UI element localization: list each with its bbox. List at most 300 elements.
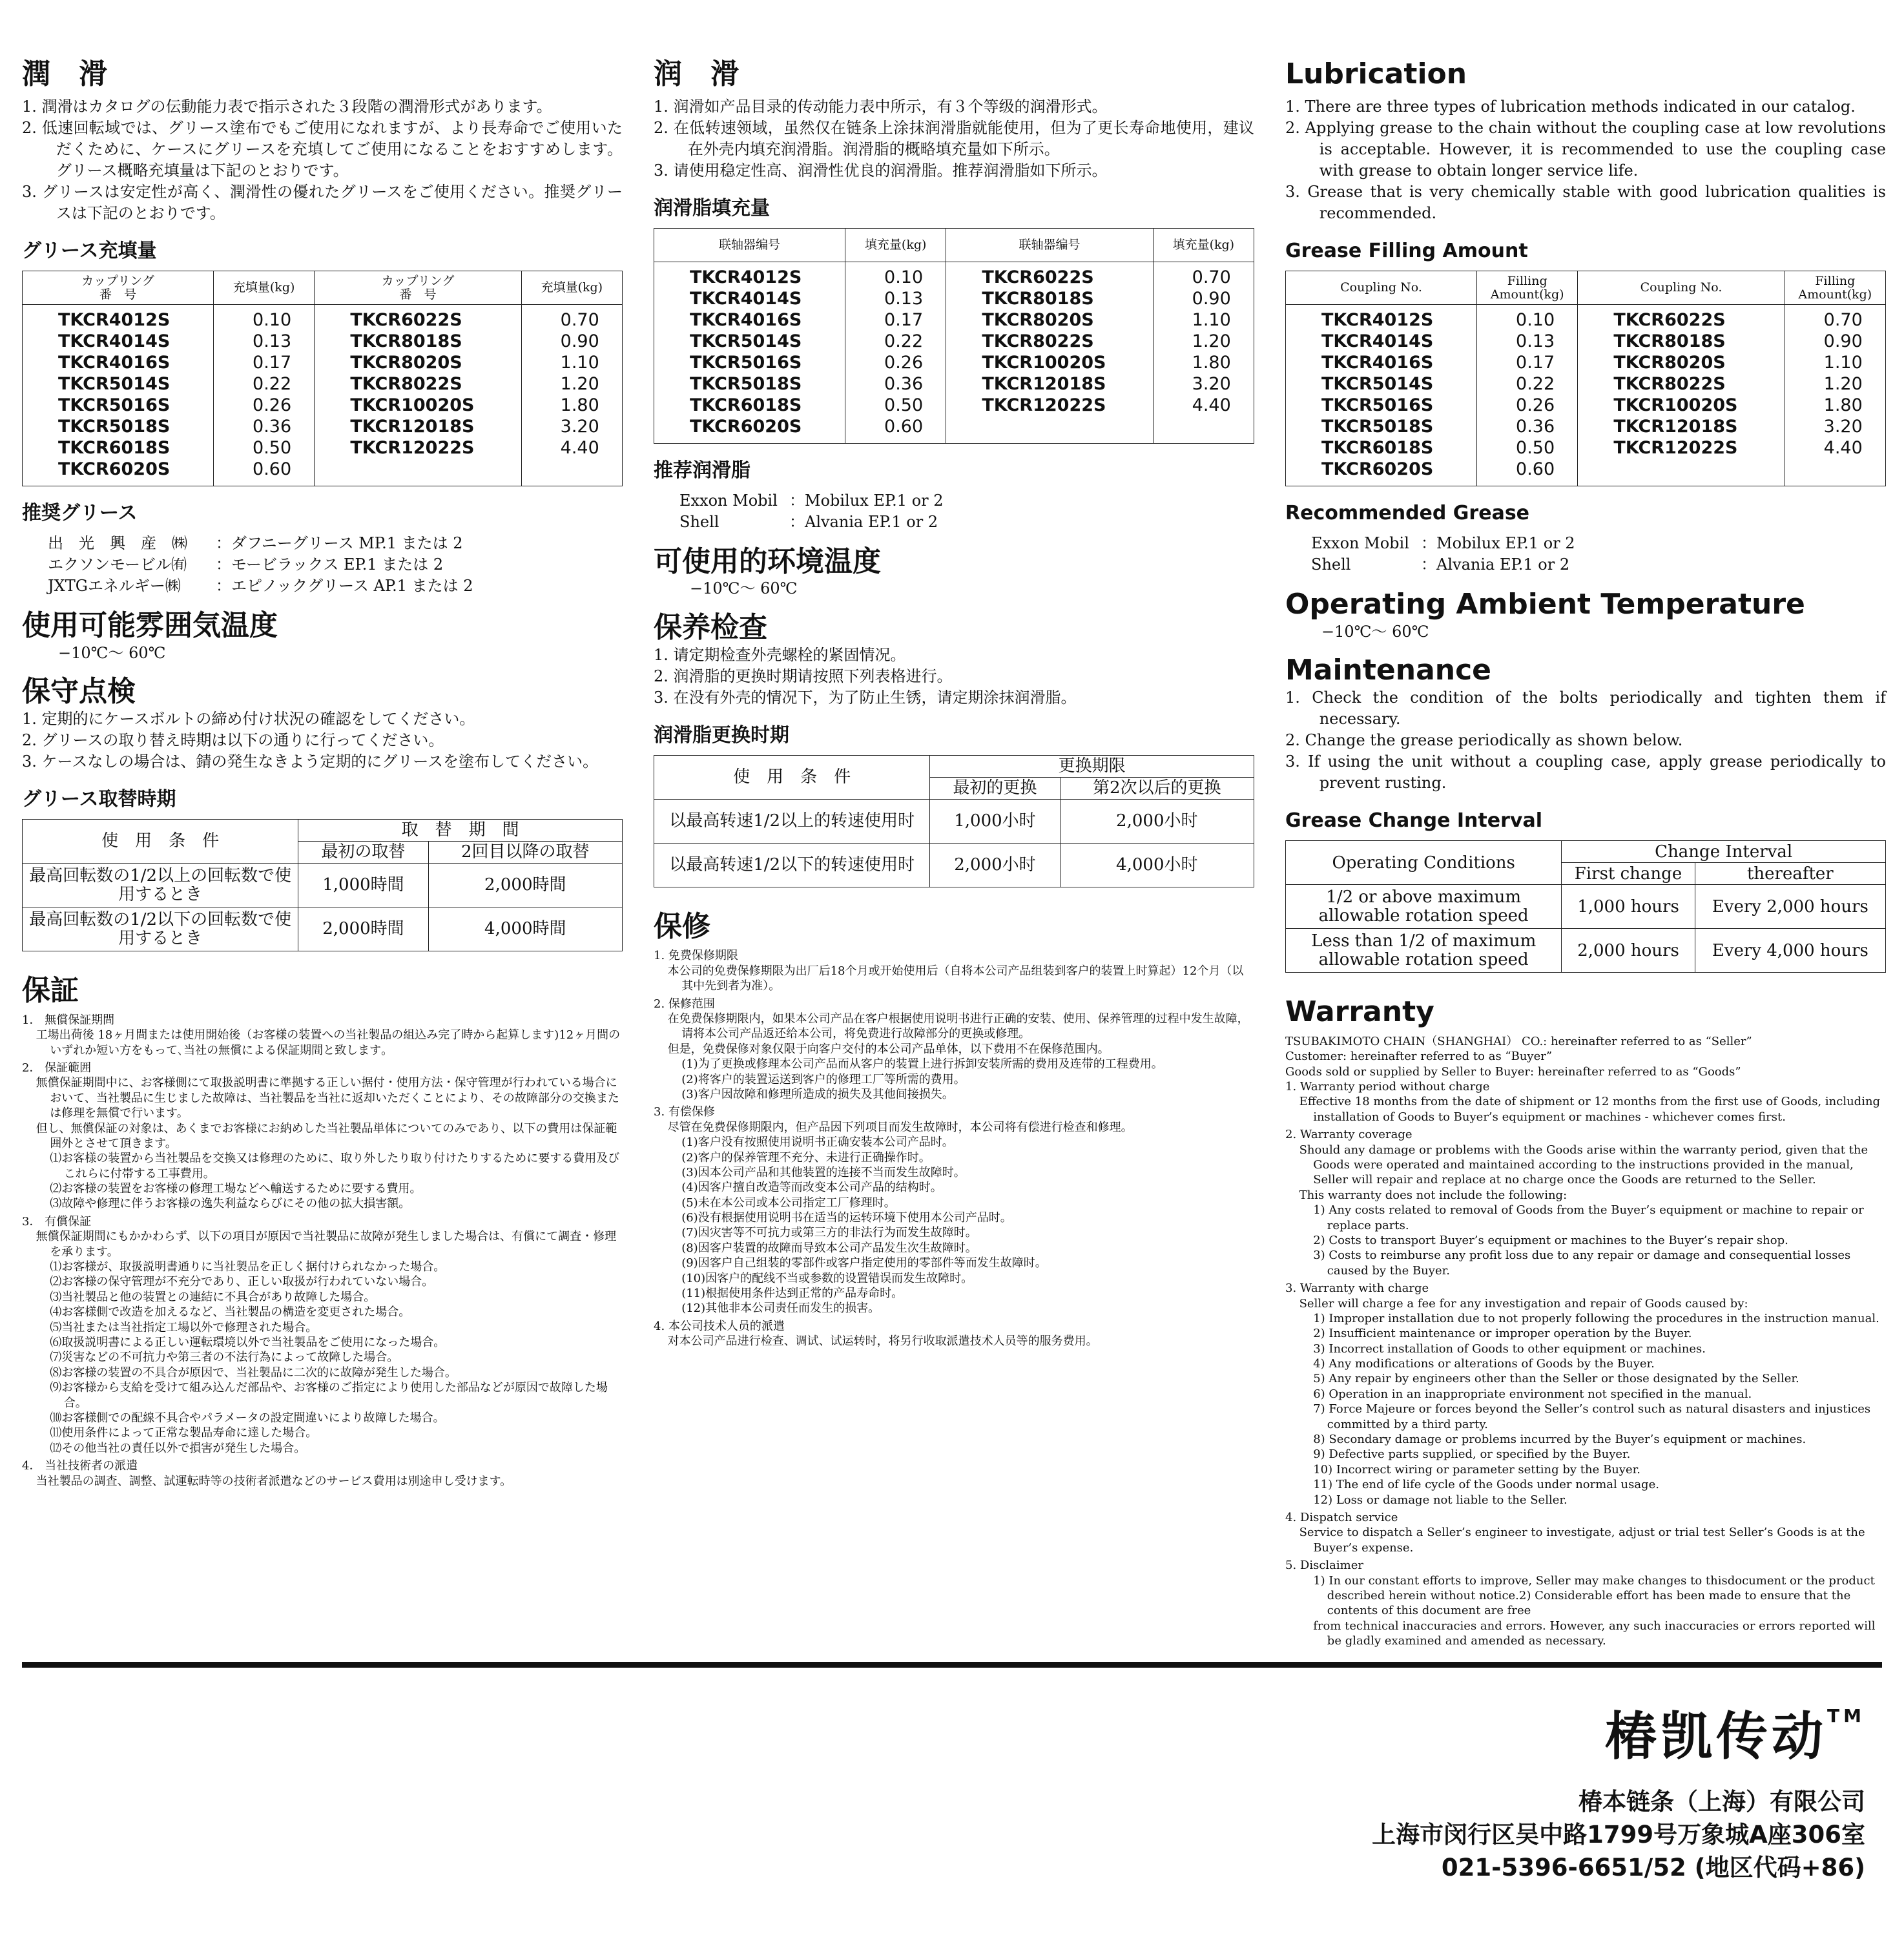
table-column-cell	[1785, 305, 1885, 486]
later-interval-cell: 4,000小时	[1060, 843, 1254, 887]
table-value: 0.10	[1516, 310, 1555, 331]
warranty-intro-line: Customer: hereinafter referred to as “Buyer”	[1285, 1050, 1553, 1064]
table-value: TKCR4016S	[1321, 353, 1434, 373]
table-value: 1.20	[560, 374, 599, 395]
period-header: 更换期限	[930, 755, 1254, 777]
grease-brand: エクソンモービル㈲	[48, 555, 187, 574]
warranty-subitem: ⑴お客様が、取扱説明書通りに当社製品を正しく据付けられなかった場合。	[50, 1260, 446, 1274]
maintenance-item: 3. ケースなしの場合は、錆の発生なきよう定期的にグリースを塗布してください。	[22, 752, 599, 771]
warranty-subitem: 8) Secondary damage or problems incurred by the Buyer’s equipment or machines.	[1313, 1433, 1806, 1447]
later-interval-cell: 4,000時間	[428, 907, 622, 951]
grease-brand: 出 光 興 産 ㈱	[48, 534, 187, 552]
table-header-cell: 充填量(kg)	[521, 271, 622, 305]
filling-amount-title: 润滑脂填充量	[654, 197, 770, 220]
table-value: 0.13	[1516, 331, 1555, 352]
warranty-section	[654, 1319, 1254, 1349]
warranty-subitem: (3)因本公司产品和其他装置的连接不当而发生故障时。	[681, 1165, 966, 1179]
warranty-subitem: (4)因客户擅自改造等而改变本公司产品的结构时。	[681, 1181, 942, 1195]
table-column-cell	[214, 305, 315, 486]
warranty-subitem: (2)将客户的装置运送到客户的修理工厂等所需的费用。	[681, 1072, 966, 1086]
table-value: 1.10	[1192, 309, 1231, 330]
table-value: TKCR5018S	[690, 373, 802, 394]
maintenance-item: 2. 润滑脂的更换时期请按照下列表格进行。	[654, 667, 953, 685]
table-value: 0.50	[884, 395, 924, 415]
warranty-subitem: 9) Defective parts supplied, or specified by the Buyer.	[1313, 1447, 1631, 1462]
warranty-subitem: (1)客户没有按照使用说明书正确安装本公司产品时。	[681, 1135, 954, 1150]
warranty-paragraph: Seller will charge a fee for any investigation and repair of Goods caused by:	[1299, 1296, 1748, 1311]
table-value: TKCR5014S	[690, 331, 802, 351]
table-value: TKCR10020S	[350, 395, 475, 415]
period-header: 取 替 期 間	[298, 820, 623, 842]
table-column-cell	[946, 262, 1153, 444]
table-value: TKCR4014S	[58, 331, 171, 352]
grease-name: ：Mobilux EP.1 or 2	[1421, 534, 1575, 552]
warranty-paragraph: Service to dispatch a Seller’s engineer to investigate, adjust or trial test Seller’s Goods is at the Buyer’s expense.	[1299, 1526, 1865, 1555]
table-value: TKCR5016S	[58, 395, 171, 415]
table-value: 0.60	[1516, 459, 1555, 479]
table-value: TKCR8022S	[350, 374, 462, 395]
table-header-cell: 填充量(kg)	[1153, 229, 1254, 262]
lubrication-item: 3. 请使用稳定性高、润滑性优良的润滑脂。推荐润滑脂如下所示。	[654, 161, 1108, 180]
warranty-subitem: 2) Costs to transport Buyer’s equipment or machines to the Buyer’s repair shop.	[1313, 1233, 1788, 1247]
filling-amount-table	[1285, 271, 1886, 486]
warranty-paragraph: 本公司的免费保修期限为出厂后18个月或开始使用后（自将本公司产品组装到客户的装置上时算起）12个月（以其中先到者为准）。	[667, 964, 1244, 993]
lubrication-item: 2. 低速回転域では、グリース塗布でもご使用になれますが、より長寿命でご使用いただくために、ケースにグリースを充填してご使用になることをおすすめします。グリース概略充填量は下記のとおりです。	[22, 118, 623, 180]
warranty-heading: 4. 本公司技术人员的派遣	[654, 1319, 785, 1333]
temperature-title: 可使用的环境温度	[654, 544, 881, 578]
recommended-grease-title: Recommended Grease	[1285, 501, 1530, 524]
table-column-cell	[1153, 262, 1254, 444]
table-value: TKCR4016S	[690, 309, 802, 330]
table-header-cell: 充填量(kg)	[214, 271, 315, 305]
table-value: 0.60	[884, 416, 924, 437]
grease-brand: Exxon Mobil	[1311, 534, 1409, 552]
table-header-cell: 联轴器编号	[654, 229, 845, 262]
table-header-cell: 填充量(kg)	[845, 229, 946, 262]
first-change-header: 最初の取替	[298, 842, 428, 864]
warranty-text	[22, 1013, 623, 1489]
table-value: 0.36	[1516, 416, 1555, 437]
warranty-subitem: (11)根据使用条件达到正常的产品寿命时。	[681, 1287, 904, 1301]
table-value: TKCR5014S	[58, 374, 171, 395]
first-change-header: First change	[1562, 863, 1695, 885]
warranty-subitem: 6) Operation in an inappropriate environment not specified in the manual.	[1313, 1387, 1752, 1401]
warranty-paragraph: 無償保証期間中に、お客様側にて取扱説明書に準拠する正しい据付・使用方法・保守管理が行われている場合において、当社製品に生じました故障は、当社製品を当社に返却いただくことにより、その故障部分の交換または修理を無償で行います。	[36, 1076, 619, 1121]
later-interval-cell: 2,000時間	[428, 864, 622, 907]
maintenance-item: 2. グリースの取り替え時期は以下の通りに行ってください。	[22, 730, 444, 749]
warranty-heading: 4. Dispatch service	[1285, 1511, 1398, 1524]
condition-cell: 最高回転数の1/2以上の回転数で使用するとき	[23, 864, 298, 907]
table-column-cell	[23, 305, 214, 486]
grease-row	[48, 533, 623, 554]
warranty-subitem: ⑵お客様の装置をお客様の修理工場などへ輸送するために要する費用。	[50, 1182, 422, 1196]
warranty-section	[22, 1013, 623, 1058]
grease-brand: Exxon Mobil	[679, 491, 778, 510]
maintenance-item: 1. 定期的にケースボルトの締め付け状況の確認をしてください。	[22, 709, 475, 728]
table-value: 1.10	[1823, 353, 1863, 373]
warranty-subitem: 1) Any costs related to removal of Goods from the Buyer’s equipment or machine to repair or replace parts.	[1313, 1203, 1864, 1232]
table-value: TKCR6018S	[1321, 437, 1434, 458]
lubrication-item: 3. Grease that is very chemically stable with good lubrication qualities is recommended.	[1285, 183, 1886, 223]
warranty-subitem: ⑻お客様の装置の不具合が原因で、当社製品に二次的に故障が発生した場合。	[50, 1365, 457, 1380]
table-value: TKCR4016S	[58, 353, 171, 373]
condition-cell: 以最高转速1/2以上的转速使用时	[654, 799, 930, 843]
table-value: 0.70	[1192, 267, 1231, 288]
condition-cell: 最高回転数の1/2以下の回転数で使用するとき	[23, 907, 298, 951]
table-value: 4.40	[1192, 395, 1231, 415]
warranty-subitem: (2)客户的保养管理不充分、未进行正确操作时。	[681, 1150, 931, 1165]
conditions-header: Operating Conditions	[1286, 841, 1562, 885]
warranty-intro-line: TSUBAKIMOTO CHAIN（SHANGHAI） CO.: hereinafter referred to as “Seller”	[1285, 1034, 1752, 1048]
warranty-subitem: (9)因客户自己组装的零部件或客户指定使用的零部件等而发生故障时。	[681, 1256, 1047, 1270]
warranty-section	[22, 1061, 623, 1212]
conditions-header: 使 用 条 件	[654, 755, 930, 799]
grease-name: ：Alvania EP.1 or 2	[1421, 555, 1570, 574]
table-header-cell: Coupling No.	[1286, 271, 1477, 305]
brand-block	[1372, 1705, 1865, 1884]
warranty-subitem: ⑴お客様の装置から当社製品を交換又は修理のために、取り外したり取り付けたりするために要する費用及びこれらに付帯する工事費用。	[50, 1152, 620, 1181]
warranty-subitem: ⑺災害などの不可抗力や第三者の不法行為によって故障した場合。	[50, 1351, 399, 1365]
change-interval-title: Grease Change Interval	[1285, 809, 1542, 833]
table-value: 0.22	[1516, 374, 1555, 395]
warranty-text	[654, 948, 1254, 1349]
table-value: TKCR8022S	[982, 331, 1094, 351]
later-interval-cell: Every 4,000 hours	[1695, 929, 1885, 973]
first-interval-cell: 1,000時間	[298, 864, 428, 907]
warranty-heading: 2． 保証範囲	[22, 1061, 92, 1075]
warranty-heading: 1. 免费保修期限	[654, 949, 738, 963]
warranty-paragraph: 当社製品の調査、調整、試運転時等の技術者派遣などのサービス費用は別途申し受けます。	[36, 1474, 512, 1488]
warranty-heading: 3. 有偿保修	[654, 1105, 715, 1119]
lubrication-item: 2. Applying grease to the chain without the coupling case at low revolutions is acceptable. However, it is recommended to use the coupling case with grease to obtain longer service life.	[1285, 118, 1886, 180]
lubrication-list	[1285, 96, 1886, 225]
condition-cell: Less than 1/2 of maximum allowable rotation speed	[1286, 929, 1562, 973]
table-header-cell: カップリング 番 号	[315, 271, 521, 305]
table-value: 0.36	[253, 416, 292, 437]
table-value: 0.26	[253, 395, 292, 415]
recommended-grease-list	[22, 533, 623, 597]
japanese-column	[22, 58, 623, 1491]
warranty-subitem: (3)客户因故障和修理所造成的损失及其他间接损失。	[681, 1087, 954, 1101]
table-value: TKCR5018S	[1321, 416, 1434, 437]
warranty-section	[654, 1104, 1254, 1316]
lubrication-title: 润 滑	[654, 57, 739, 90]
table-value: 0.26	[1516, 395, 1555, 415]
warranty-text	[1285, 1034, 1886, 1649]
table-value: TKCR8022S	[1613, 374, 1726, 395]
table-column-cell	[1477, 305, 1578, 486]
table-value: 4.40	[560, 437, 599, 458]
first-interval-cell: 1,000 hours	[1562, 885, 1695, 929]
lubrication-list	[22, 96, 623, 225]
lubrication-item: 2. 在低转速领域，虽然仅在链条上涂抹润滑脂就能使用，但为了更长寿命地使用，建议在外壳内填充润滑脂。润滑脂的概略填充量如下所示。	[654, 118, 1254, 158]
lubrication-item: 3. グリースは安定性が高く、潤滑性の優れたグリースをご使用ください。推奨グリースは下記のとおりです。	[22, 183, 623, 223]
change-interval-table	[654, 755, 1254, 887]
warranty-section	[654, 997, 1254, 1103]
warranty-heading: 2. Warranty coverage	[1285, 1128, 1412, 1142]
condition-cell: 以最高转速1/2以下的转速使用时	[654, 843, 930, 887]
maintenance-list	[1285, 687, 1886, 794]
warranty-section	[1285, 1558, 1886, 1648]
warranty-heading: 1. Warranty period without charge	[1285, 1080, 1490, 1094]
warranty-subitem: 1) Improper installation due to not properly following the procedures in the instruction manual.	[1313, 1311, 1879, 1325]
warranty-subitem: 2) Insufficient maintenance or improper operation by the Buyer.	[1313, 1327, 1692, 1341]
warranty-subitem: ⑽お客様側での配線不具合やパラメータの設定間違いにより故障した場合。	[50, 1411, 445, 1425]
thereafter-header: 2回目以降の取替	[428, 842, 622, 864]
thereafter-header: thereafter	[1695, 863, 1885, 885]
filling-amount-table	[654, 228, 1254, 444]
warranty-subitem: (5)未在本公司或本公司指定工厂修理时。	[681, 1196, 896, 1210]
first-interval-cell: 2,000小时	[930, 843, 1060, 887]
grease-name: ：Alvania EP.1 or 2	[789, 512, 938, 531]
table-value: 0.17	[884, 309, 924, 330]
company-address: 上海市闵行区吴中路1799号万象城A座306室	[1372, 1821, 1865, 1849]
lubrication-item: 1. 润滑如产品目录的传动能力表中所示，有３个等级的润滑形式。	[654, 97, 1108, 116]
table-value: 3.20	[1823, 416, 1863, 437]
table-value: 1.80	[1823, 395, 1863, 415]
warranty-subitem: 4) Any modifications or alterations of Goods by the Buyer.	[1313, 1357, 1655, 1371]
filling-amount-title: グリース充填量	[22, 240, 157, 263]
table-value: TKCR12018S	[982, 373, 1106, 394]
table-value: 0.50	[253, 437, 292, 458]
table-value: TKCR5014S	[1321, 374, 1434, 395]
warranty-subitem: (6)没有根据使用说明书在适当的运转环境下使用本公司产品时。	[681, 1211, 1012, 1225]
grease-row	[48, 575, 623, 597]
table-column-cell	[1578, 305, 1785, 486]
table-column-cell	[521, 305, 622, 486]
table-value: 0.50	[1516, 437, 1555, 458]
warranty-paragraph: 但し、無償保証の対象は、あくまでお客様にお納めした当社製品単体についてのみであり、以下の費用は保証範囲外とさせて頂きます。	[36, 1121, 617, 1150]
warranty-subitem: ⑵お客様の保守管理が不充分であり、正しい取扱が行われていない場合。	[50, 1275, 434, 1289]
table-column-cell	[845, 262, 946, 444]
table-value: TKCR8020S	[1613, 353, 1726, 373]
maintenance-item: 3. 在没有外壳的情况下，为了防止生锈，请定期涂抹润滑脂。	[654, 688, 1077, 707]
table-value: 1.80	[1192, 352, 1231, 373]
company-name: 椿本链条（上海）有限公司	[1578, 1788, 1865, 1816]
warranty-title: 保証	[22, 974, 79, 1008]
table-header-cell: 联轴器编号	[946, 229, 1153, 262]
table-value: 0.60	[253, 459, 292, 479]
grease-name: ：エピノックグリース AP.1 または 2	[216, 576, 473, 595]
warranty-subitem: 3) Costs to reimburse any profit loss due to any repair or damage and consequential losses caused by the Buyer.	[1313, 1249, 1851, 1278]
warranty-section	[1285, 1510, 1886, 1555]
table-value: 0.10	[884, 267, 924, 288]
warranty-subitem: (1)为了更换或修理本公司产品而从客户的装置上进行拆卸安装所需的费用及连带的工程费用。	[681, 1057, 1163, 1072]
temperature-range: −10℃～ 60℃	[690, 579, 798, 598]
warranty-heading: 2. 保修范围	[654, 997, 715, 1011]
table-value: TKCR12022S	[982, 395, 1106, 415]
table-value: 0.10	[253, 310, 292, 331]
table-value: 1.20	[1823, 374, 1863, 395]
table-value: 0.36	[884, 373, 924, 394]
grease-brand: Shell	[679, 512, 719, 531]
table-value: 0.17	[253, 353, 292, 373]
first-change-header: 最初的更换	[930, 777, 1060, 799]
table-value: TKCR6020S	[1321, 459, 1434, 479]
warranty-subitem: ⑾使用条件によって正常な製品寿命に達した場合。	[50, 1426, 318, 1440]
table-value: TKCR8018S	[982, 288, 1094, 309]
grease-name: ：Mobilux EP.1 or 2	[789, 491, 944, 510]
warranty-subitem: 10) Incorrect wiring or parameter setting by the Buyer.	[1313, 1462, 1640, 1477]
grease-name: ：ダフニーグリース MP.1 または 2	[216, 534, 463, 552]
table-value: 3.20	[1192, 373, 1231, 394]
table-value: TKCR4012S	[690, 267, 802, 288]
warranty-heading: 3． 有償保証	[22, 1214, 92, 1228]
warranty-section	[654, 948, 1254, 993]
lubrication-item: 1. 潤滑はカタログの伝動能力表で指示された３段階の潤滑形式があります。	[22, 97, 552, 116]
table-value: 3.20	[560, 416, 599, 437]
table-header-cell: Filling Amount(kg)	[1785, 271, 1885, 305]
conditions-header: 使 用 条 件	[23, 820, 298, 864]
table-value: TKCR6022S	[350, 310, 462, 331]
change-interval-table	[1285, 840, 1886, 973]
temperature-title: 使用可能雰囲気温度	[22, 609, 278, 643]
company-phone: 021-5396-6651/52 (地区代码+86)	[1441, 1854, 1865, 1882]
warranty-subitem: ⑷お客様側で改造を加えるなど、当社製品の構造を変更された場合。	[50, 1305, 411, 1320]
filling-amount-table	[22, 271, 623, 486]
table-value: 0.22	[253, 374, 292, 395]
table-value: 0.26	[884, 352, 924, 373]
table-value: TKCR5016S	[1321, 395, 1434, 415]
period-header: Change Interval	[1562, 841, 1886, 863]
table-value: 0.90	[1823, 331, 1863, 352]
table-value: TKCR12018S	[350, 416, 475, 437]
warranty-subitem: 11) The end of life cycle of the Goods under normal usage.	[1313, 1478, 1659, 1492]
table-value: TKCR6018S	[58, 437, 171, 458]
warranty-paragraph: Should any damage or problems with the Goods arise within the warranty period, given that the Goods were operated and maintained according to the instructions provided in the manual, Seller will repair and replace at no charge once the Goods are returned to the Seller.	[1299, 1143, 1868, 1187]
change-interval-table	[22, 819, 623, 951]
table-value: TKCR4014S	[690, 288, 802, 309]
table-value: TKCR12022S	[1613, 437, 1738, 458]
warranty-paragraph: 但是，免费保修对象仅限于向客户交付的本公司产品单体，以下费用不在保修范围内。	[667, 1042, 1110, 1056]
warranty-heading: 5. Disclaimer	[1285, 1559, 1363, 1573]
lubrication-item: 1. There are three types of lubrication methods indicated in our catalog.	[1285, 97, 1856, 116]
grease-brand: JXTGエネルギー㈱	[48, 576, 181, 595]
grease-row	[679, 512, 1254, 533]
warranty-subitem: (7)因灾害等不可抗力或第三方的非法行为而发生故障时。	[681, 1226, 977, 1240]
brand-logo	[1372, 1705, 1865, 1767]
warranty-subitem: ⑸当社または当社指定工場以外で修理された場合。	[50, 1320, 318, 1334]
table-value: TKCR10020S	[1613, 395, 1738, 415]
trademark-mark: TM	[1827, 1705, 1865, 1726]
warranty-subitem: 7) Force Majeure or forces beyond the Seller’s control such as natural disasters and injustices committed by a third party.	[1313, 1402, 1871, 1431]
table-value: TKCR6018S	[690, 395, 802, 415]
table-column-cell	[1286, 305, 1477, 486]
first-interval-cell: 1,000小时	[930, 799, 1060, 843]
brand-logo-text: 椿凯传动	[1605, 1706, 1828, 1767]
warranty-subitem: ⑿その他当社の責任以外で損害が発生した場合。	[50, 1441, 306, 1455]
maintenance-list	[654, 645, 1254, 709]
warranty-paragraph: 对本公司产品进行检查、调试、试运转时，将另行收取派遣技术人员等的服务费用。	[667, 1334, 1098, 1349]
table-value: TKCR8020S	[350, 353, 462, 373]
table-value: TKCR6022S	[1613, 310, 1726, 331]
warranty-section	[1285, 1281, 1886, 1508]
table-value: TKCR4012S	[58, 310, 171, 331]
lubrication-list	[654, 96, 1254, 181]
warranty-subitem: ⑶当社製品と他の装置との連結に不具合があり故障した場合。	[50, 1290, 376, 1304]
later-interval-cell: 2,000小时	[1060, 799, 1254, 843]
recommended-grease-title: 推奨グリース	[22, 501, 138, 524]
first-interval-cell: 2,000 hours	[1562, 929, 1695, 973]
table-value: 0.90	[1192, 288, 1231, 309]
warranty-subitem: from technical inaccuracies and errors. However, any such inaccuracies or errors reported will be gladly examined and amended as necessary.	[1313, 1619, 1876, 1648]
change-interval-title: グリース取替時期	[22, 788, 176, 811]
table-header-cell: Filling Amount(kg)	[1477, 271, 1578, 305]
table-value: 0.70	[1823, 310, 1863, 331]
temperature-range: −10℃～ 60℃	[58, 643, 166, 662]
warranty-paragraph: 尽管在免费保修期限内，但产品因下列项目而发生故障时，本公司将有偿进行检查和修理。	[667, 1120, 1133, 1134]
table-value: 0.13	[253, 331, 292, 352]
table-value: 0.17	[1516, 353, 1555, 373]
warranty-subitem: ⑼お客様から支給を受けて組み込んだ部品や、お客様のご指定により使用した部品などが原因で故障した場合。	[50, 1381, 608, 1410]
table-value: 1.20	[1192, 331, 1231, 351]
warranty-paragraph: 無償保証期間にもかかわらず、以下の項目が原因で当社製品に故障が発生しました場合は、有償にて調査・修理を承ります。	[36, 1230, 617, 1259]
recommended-grease-title: 推荐润滑脂	[654, 459, 750, 482]
table-value: TKCR12018S	[1613, 416, 1738, 437]
warranty-subitem: (10)因客户的配线不当或参数的设置错误而发生故障时。	[681, 1271, 973, 1285]
warranty-subitem: (8)因客户装置的故障而导致本公司产品发生次生故障时。	[681, 1241, 977, 1255]
grease-brand: Shell	[1311, 555, 1351, 574]
temperature-title: Operating Ambient Temperature	[1285, 587, 1805, 621]
table-value: TKCR8020S	[982, 309, 1094, 330]
table-value: TKCR5016S	[690, 352, 802, 373]
table-value: 0.13	[884, 288, 924, 309]
warranty-section	[22, 1214, 623, 1456]
table-value: TKCR6020S	[690, 416, 802, 437]
warranty-subitem: ⑶故障や修理に伴うお客様の逸失利益ならびにその他の拡大損害額。	[50, 1197, 411, 1211]
warranty-heading: 3. Warranty with charge	[1285, 1281, 1429, 1296]
warranty-subitem: (12)其他非本公司责任而发生的损害。	[681, 1301, 880, 1316]
maintenance-item: 1. 请定期检查外壳螺栓的紧固情况。	[654, 645, 906, 664]
table-value: TKCR8018S	[350, 331, 462, 352]
first-interval-cell: 2,000時間	[298, 907, 428, 951]
maintenance-item: 1. Check the condition of the bolts periodically and tighten them if necessary.	[1285, 688, 1886, 728]
warranty-subitem: 12) Loss or damage not liable to the Seller.	[1313, 1493, 1568, 1507]
change-interval-title: 润滑脂更换时期	[654, 723, 789, 747]
warranty-subitem: ⑹取扱説明書による正しい運転環境以外で当社製品をご使用になった場合。	[50, 1335, 446, 1349]
lubrication-title: Lubrication	[1285, 57, 1467, 90]
warranty-intro-line: Goods sold or supplied by Seller to Buyer: hereinafter referred to as “Goods”	[1285, 1064, 1741, 1079]
thereafter-header: 第2次以后的更换	[1060, 777, 1254, 799]
table-header-cell: カップリング 番 号	[23, 271, 214, 305]
maintenance-title: 保守点検	[22, 675, 136, 709]
table-value: 0.70	[560, 310, 599, 331]
maintenance-title: Maintenance	[1285, 654, 1492, 687]
grease-row	[1311, 533, 1886, 554]
grease-name: ：モービラックス EP.1 または 2	[216, 555, 444, 574]
table-value: 1.10	[560, 353, 599, 373]
warranty-title: Warranty	[1285, 995, 1434, 1029]
grease-row	[1311, 554, 1886, 575]
english-column	[1285, 58, 1886, 1652]
warranty-subitem: 5) Any repair by engineers other than the Seller or those designated by the Seller.	[1313, 1372, 1799, 1386]
table-column-cell	[654, 262, 845, 444]
temperature-range: −10℃～ 60℃	[1321, 622, 1429, 641]
warranty-section	[1285, 1079, 1886, 1124]
table-value: TKCR6022S	[982, 267, 1094, 288]
warranty-paragraph: 在免费保修期限内，如果本公司产品在客户根据使用说明书进行正确的安装、使用、保养管理的过程中发生故障，请将本公司产品返还给本公司，将免费进行故障部分的更换或修理。	[667, 1012, 1249, 1041]
recommended-grease-list	[654, 490, 1254, 533]
table-value: TKCR4014S	[1321, 331, 1434, 352]
table-value: 0.22	[884, 331, 924, 351]
condition-cell: 1/2 or above maximum allowable rotation speed	[1286, 885, 1562, 929]
warranty-heading: 4． 当社技術者の派遣	[22, 1459, 138, 1473]
maintenance-title: 保养检查	[654, 610, 767, 644]
maintenance-item: 3. If using the unit without a coupling case, apply grease periodically to prevent rusting.	[1285, 752, 1886, 793]
maintenance-list	[22, 709, 623, 772]
table-value: TKCR6020S	[58, 459, 171, 479]
table-value: TKCR12022S	[350, 437, 475, 458]
